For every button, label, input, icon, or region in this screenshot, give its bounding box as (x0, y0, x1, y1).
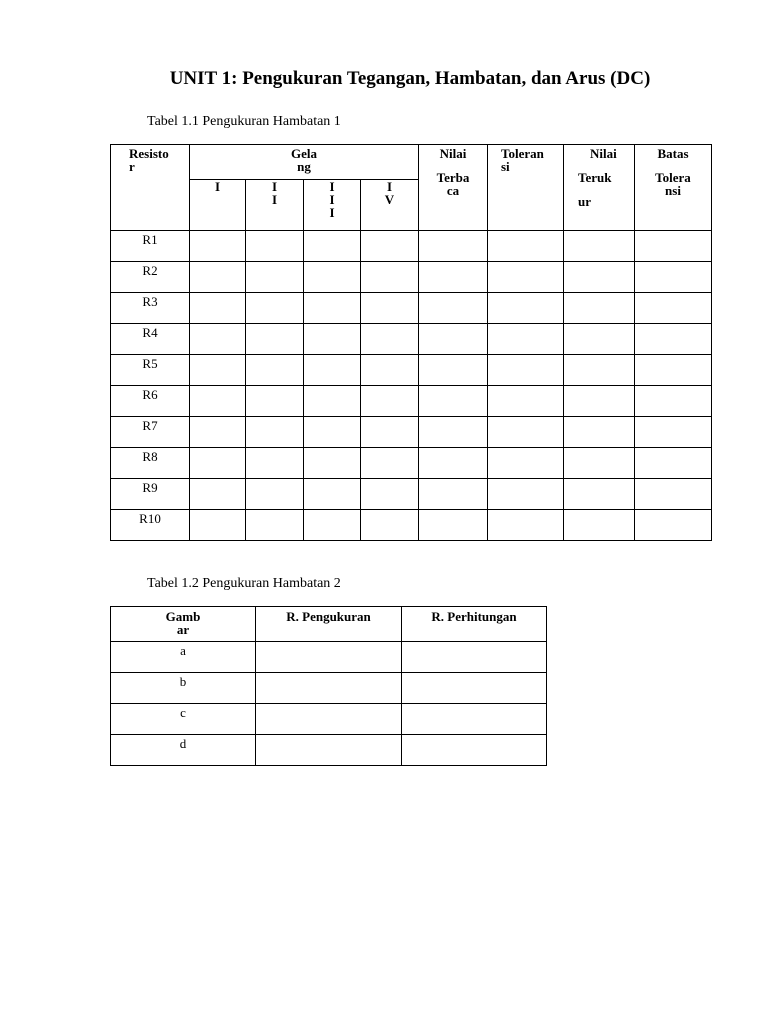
table-cell (256, 673, 402, 704)
table1-caption: Tabel 1.1 Pengukuran Hambatan 1 (147, 114, 341, 129)
table-cell (419, 386, 488, 417)
table-cell (564, 510, 635, 541)
header-nilai-terukur: Nilai Teruk ur (564, 145, 635, 231)
row-label: R3 (111, 293, 190, 324)
table-cell (304, 479, 361, 510)
table-row (111, 355, 712, 386)
table-cell (635, 417, 712, 448)
table-cell (256, 704, 402, 735)
header-gelang-3: I I I (304, 180, 361, 231)
header-gelang-2: I I (246, 180, 304, 231)
table-cell (361, 479, 419, 510)
table-cell (361, 231, 419, 262)
header-r-perhitungan: R. Perhitungan (402, 607, 547, 642)
table-row (111, 510, 712, 541)
table-cell (488, 231, 564, 262)
header-nilai-terbaca: Nilai Terba ca (419, 145, 488, 231)
row-label: d (111, 735, 256, 766)
table-cell (635, 324, 712, 355)
header-gelang-1: I (190, 180, 246, 231)
table-cell (419, 324, 488, 355)
table-cell (256, 735, 402, 766)
header-batas-toleransi: Batas Tolera nsi (635, 145, 712, 231)
row-label: R2 (111, 262, 190, 293)
table-cell (564, 262, 635, 293)
table-cell (304, 231, 361, 262)
table-cell (190, 231, 246, 262)
table-row (111, 479, 712, 510)
table-cell (564, 231, 635, 262)
table-cell (564, 386, 635, 417)
row-label: R10 (111, 510, 190, 541)
row-label: R7 (111, 417, 190, 448)
header-r-pengukuran: R. Pengukuran (256, 607, 402, 642)
table-cell (361, 293, 419, 324)
table-cell (419, 355, 488, 386)
table-cell (635, 510, 712, 541)
header-resistor: Resisto r (111, 145, 190, 231)
row-label: R1 (111, 231, 190, 262)
table-cell (361, 417, 419, 448)
table-cell (304, 293, 361, 324)
table-cell (246, 417, 304, 448)
table-cell (402, 673, 547, 704)
table-cell (304, 355, 361, 386)
table-cell (564, 293, 635, 324)
table-cell (190, 510, 246, 541)
table2-caption: Tabel 1.2 Pengukuran Hambatan 2 (147, 576, 341, 591)
table-cell (564, 324, 635, 355)
header-gambar: Gamb ar (111, 607, 256, 642)
table-row (111, 231, 712, 262)
table-cell (304, 417, 361, 448)
table-cell (256, 642, 402, 673)
table-cell (564, 479, 635, 510)
table-cell (304, 324, 361, 355)
table-cell (635, 386, 712, 417)
table-row (111, 673, 547, 704)
table-cell (488, 386, 564, 417)
table-cell (361, 448, 419, 479)
table-cell (190, 479, 246, 510)
table-cell (304, 262, 361, 293)
table-cell (190, 262, 246, 293)
table-cell (488, 355, 564, 386)
table-cell (190, 448, 246, 479)
table-cell (246, 262, 304, 293)
table-row (111, 386, 712, 417)
table-cell (190, 386, 246, 417)
table-cell (190, 293, 246, 324)
table-cell (635, 479, 712, 510)
table-cell (488, 417, 564, 448)
table-cell (564, 417, 635, 448)
table-cell (419, 293, 488, 324)
table-cell (361, 324, 419, 355)
table-cell (419, 417, 488, 448)
table-cell (419, 479, 488, 510)
table-cell (361, 355, 419, 386)
row-label: R4 (111, 324, 190, 355)
table-cell (635, 448, 712, 479)
table-cell (246, 355, 304, 386)
table-cell (361, 510, 419, 541)
table-cell (564, 448, 635, 479)
table-resistance-1 (110, 144, 712, 541)
row-label: a (111, 642, 256, 673)
table-cell (635, 293, 712, 324)
table-cell (488, 448, 564, 479)
table-cell (246, 386, 304, 417)
row-label: c (111, 704, 256, 735)
table-cell (190, 324, 246, 355)
table-cell (246, 293, 304, 324)
row-label: R5 (111, 355, 190, 386)
table-cell (488, 262, 564, 293)
table-cell (419, 262, 488, 293)
table-resistance-2 (110, 606, 547, 766)
table-row (111, 417, 712, 448)
table-row (111, 293, 712, 324)
table-cell (402, 642, 547, 673)
page-title: UNIT 1: Pengukuran Tegangan, Hambatan, dan Arus (DC) (169, 68, 651, 89)
table-row (111, 704, 547, 735)
table-row (111, 642, 547, 673)
table-cell (190, 417, 246, 448)
table-row (111, 735, 547, 766)
table-cell (419, 231, 488, 262)
table-cell (488, 324, 564, 355)
table-cell (304, 510, 361, 541)
table-cell (488, 293, 564, 324)
table-cell (402, 735, 547, 766)
table-row (111, 448, 712, 479)
row-label: R6 (111, 386, 190, 417)
table-cell (246, 448, 304, 479)
table-cell (246, 510, 304, 541)
table-row (111, 262, 712, 293)
table-cell (402, 704, 547, 735)
table-cell (419, 510, 488, 541)
table-cell (419, 448, 488, 479)
table-cell (635, 355, 712, 386)
header-gelang: Gela ng (190, 145, 419, 180)
table-cell (488, 479, 564, 510)
row-label: R8 (111, 448, 190, 479)
table-cell (246, 324, 304, 355)
table-cell (564, 355, 635, 386)
table-cell (635, 262, 712, 293)
table-cell (246, 479, 304, 510)
table-row (111, 324, 712, 355)
table-cell (488, 510, 564, 541)
table-cell (361, 386, 419, 417)
table-cell (361, 262, 419, 293)
header-toleransi: Toleran si (488, 145, 564, 231)
row-label: b (111, 673, 256, 704)
table-cell (246, 231, 304, 262)
table-cell (304, 448, 361, 479)
table-cell (190, 355, 246, 386)
table-cell (635, 231, 712, 262)
header-gelang-4: I V (361, 180, 419, 231)
table-cell (304, 386, 361, 417)
row-label: R9 (111, 479, 190, 510)
